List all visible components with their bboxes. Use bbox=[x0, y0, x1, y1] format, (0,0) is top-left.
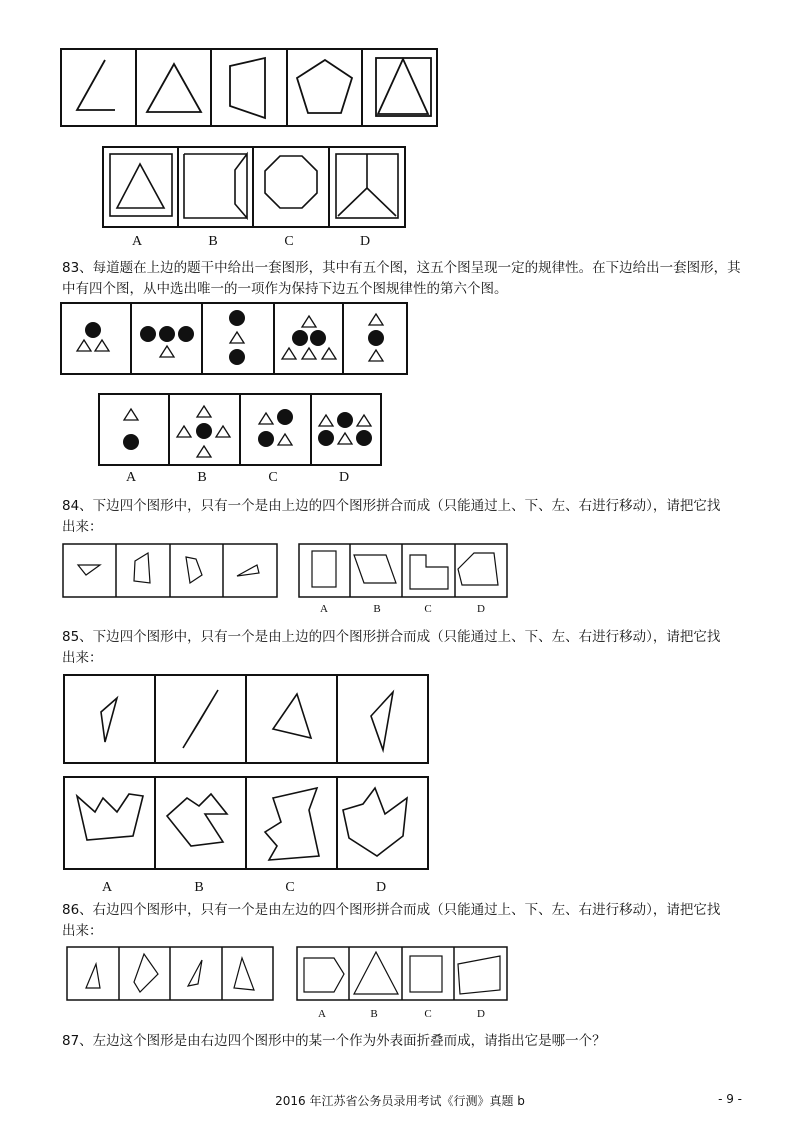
q83-option-c[interactable]: C bbox=[268, 470, 278, 485]
q84-stem-figures bbox=[62, 543, 280, 599]
q86-stem-figures bbox=[66, 946, 276, 1002]
q83-option-a[interactable]: A bbox=[125, 470, 137, 485]
q82-stem-figures bbox=[60, 48, 440, 128]
q82-option-a[interactable]: A bbox=[131, 234, 143, 249]
q84-question-text-line1: 84、下边四个图形中，只有一个是由上边的四个图形拼合而成（只能通过上、下、左、右进行移动），请把它找 bbox=[62, 498, 721, 514]
q85-option-figures bbox=[63, 776, 431, 872]
q87-question-text: 87、左边这个图形是由右边四个图形中的某一个作为外表面折叠而成，请指出它是哪一个？ bbox=[62, 1033, 606, 1049]
q85-question-text-line1: 85、下边四个图形中，只有一个是由上边的四个图形拼合而成（只能通过上、下、左、右进行移动），请把它找 bbox=[62, 629, 721, 645]
q85-question-text-line2: 出来： bbox=[62, 650, 103, 666]
q84-option-a[interactable]: A bbox=[320, 603, 328, 615]
page-number: - 9 - bbox=[718, 1092, 742, 1106]
q84-option-figures bbox=[298, 543, 510, 599]
q82-option-figures bbox=[102, 146, 408, 230]
footer-title: 2016 年江苏省公务员录用考试《行测》真题 b bbox=[275, 1094, 525, 1108]
q84-option-c[interactable]: C bbox=[424, 603, 432, 615]
q83-option-d[interactable]: D bbox=[338, 470, 350, 485]
q85-option-c[interactable]: C bbox=[285, 880, 295, 895]
q86-option-b[interactable]: B bbox=[370, 1008, 378, 1020]
q83-stem-figures bbox=[60, 302, 410, 376]
q82-option-d[interactable]: D bbox=[359, 234, 371, 249]
q86-question-text-line1: 86、右边四个图形中，只有一个是由左边的四个图形拼合而成（只能通过上、下、左、右进行移动），请把它找 bbox=[62, 902, 721, 918]
q86-question-text-line2: 出来： bbox=[62, 923, 103, 939]
q85-option-a[interactable]: A bbox=[101, 880, 113, 895]
q82-option-c[interactable]: C bbox=[284, 234, 294, 249]
q85-stem-figures bbox=[63, 674, 431, 766]
q84-option-d[interactable]: D bbox=[477, 603, 485, 615]
q86-option-c[interactable]: C bbox=[424, 1008, 432, 1020]
q85-option-d[interactable]: D bbox=[375, 880, 387, 895]
q86-option-a[interactable]: A bbox=[318, 1008, 326, 1020]
q83-option-figures bbox=[98, 393, 384, 467]
q82-option-b[interactable]: B bbox=[208, 234, 218, 249]
q83-question-text: 83、每道题在上边的题干中给出一套图形，其中有五个图，这五个图呈现一定的规律性。在下边给出一套图形，其中有四个图，从中选出唯一的一项作为保持下边五个图规律性的第六个图。 bbox=[62, 260, 741, 297]
q83-option-b[interactable]: B bbox=[197, 470, 207, 485]
q86-option-figures bbox=[296, 946, 510, 1002]
q84-option-b[interactable]: B bbox=[373, 603, 381, 615]
q86-option-d[interactable]: D bbox=[477, 1008, 485, 1020]
q85-option-b[interactable]: B bbox=[194, 880, 204, 895]
q84-question-text-line2: 出来： bbox=[62, 519, 103, 535]
